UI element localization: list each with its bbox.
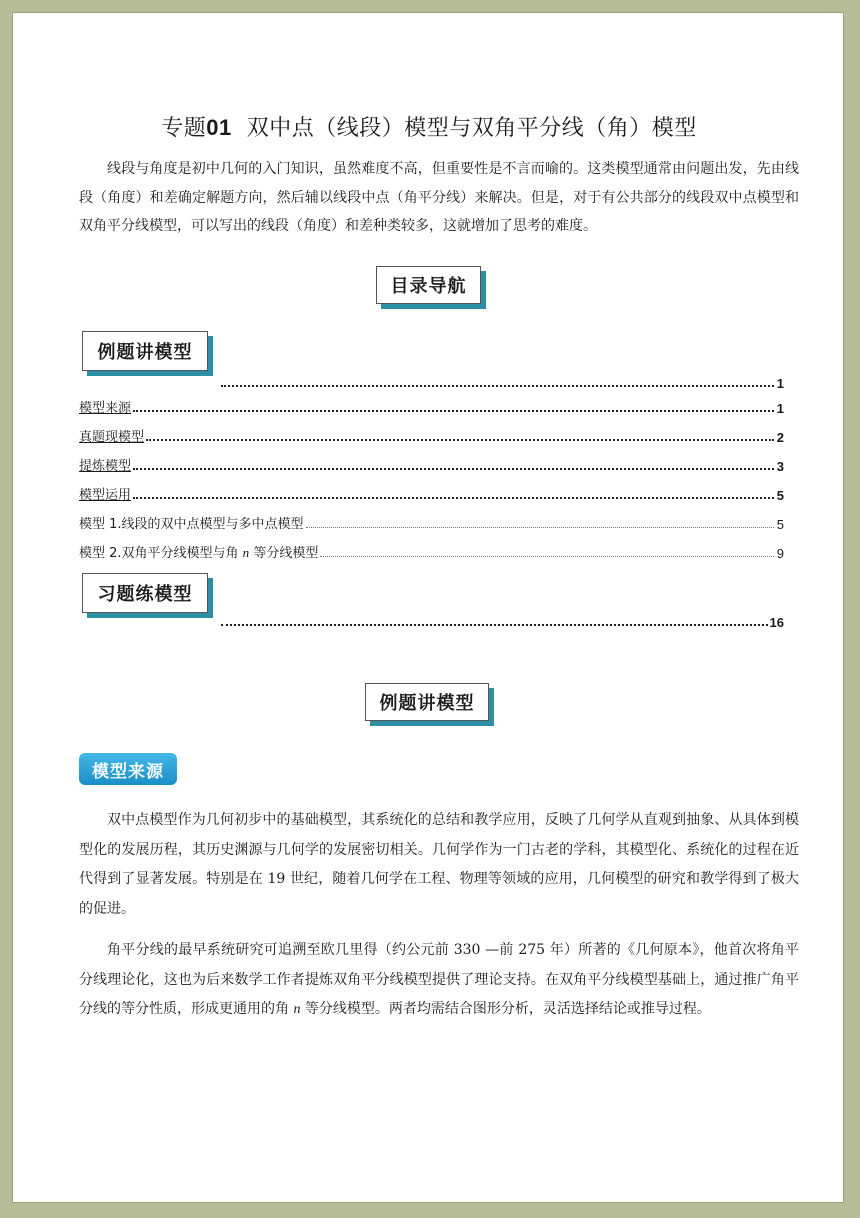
toc-heading: 目录导航 [376,266,481,304]
toc-item-apply[interactable]: 模型运用 5 [79,488,784,503]
toc-section-exercise[interactable]: 习题练模型 [82,573,208,613]
body-text [79,806,799,1025]
page-title: 专题01 双中点（线段）模型与双角平分线（角）模型 [161,115,697,141]
toc-subitem-model2[interactable]: 模型 2.双角平分线模型与角 n 等分线模型 9 [79,545,784,561]
toc-row-section1[interactable]: 1 [219,371,784,391]
toc-item-exam[interactable]: 真题现模型 2 [79,430,784,445]
toc-section-example[interactable]: 例题讲模型 [82,331,208,371]
intro-paragraph: 线段与角度是初中几何的入门知识，虽然难度不高，但重要性是不言而喻的。这类模型通常由问题出发，先由线段（角度）和差确定解题方向，然后辅以线段中点（角平分线）来解决。但是，对于有公共部分的线段双中点模型和双角平分线模型，可以写出的线段（角度）和差种类较多，这就增加了思考的难度。 [79,161,799,234]
toc-item-refine[interactable]: 提炼模型 3 [79,459,784,474]
paragraph-double-midpoint: 双中点模型作为几何初步中的基础模型，其系统化的总结和教学应用，反映了几何学从直观到抽象、从具体到模型化的发展历程，其历史渊源与几何学的发展密切相关。几何学作为一门古老的学科，其模型化、系统化的过程在近代得到了显著发展。特别是在 19 世纪，随着几何学在工程、物理等领域的应用，几何模型的研究和教学得到了极大的促进。 [79,812,799,917]
toc-row-section2[interactable]: 16 [219,610,784,630]
toc-item-source[interactable]: 模型来源 1 [79,401,784,416]
document-page [12,12,844,1203]
toc-subitem-model1[interactable]: 模型 1.线段的双中点模型与多中点模型 5 [79,517,784,532]
model-source-tag: 模型来源 [79,753,177,785]
section-heading-example: 例题讲模型 [365,683,489,721]
paragraph-angle-bisector: 角平分线的最早系统研究可追溯至欧几里得（约公元前 330 —前 275 年）所著的《几何原本》，他首次将角平分线理论化，这也为后来数学工作者提炼双角平分线模型提供了理论支持。在双角平分线模型基础上，通过推广角平分线的等分性质，形成更通用的角 n 等分线模型。两者均需结合图形分析，灵活选择结论或推导过程。 [79,942,799,1017]
